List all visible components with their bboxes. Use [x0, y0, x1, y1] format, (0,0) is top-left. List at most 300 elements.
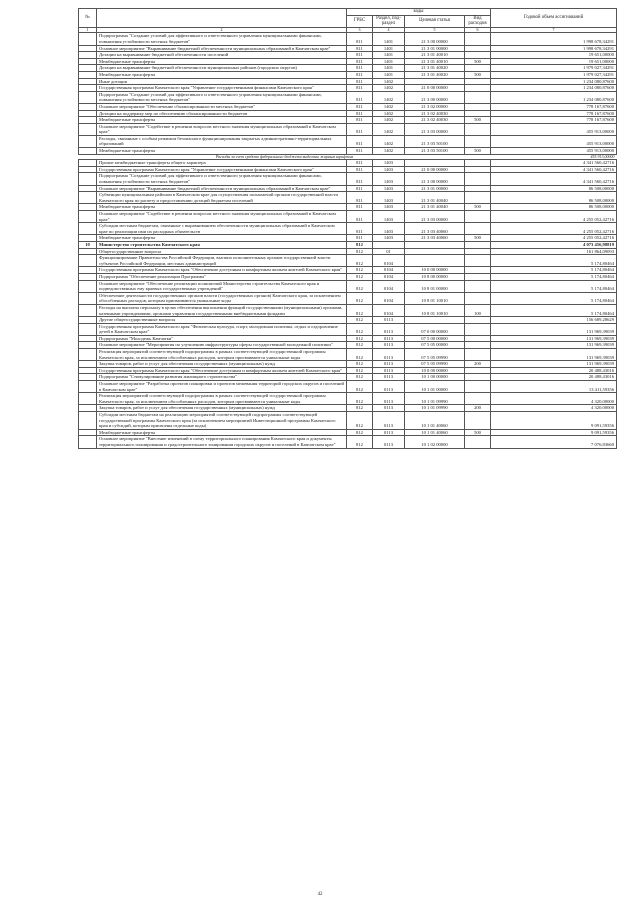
row-amount: 131 969,39039	[491, 349, 617, 361]
row-grbs: 811	[347, 78, 373, 85]
budget-table	[78, 8, 617, 449]
row-number	[79, 429, 97, 436]
table-row	[79, 123, 617, 135]
col-exptype-header: Вид расходов	[465, 15, 491, 27]
table-row	[79, 393, 617, 405]
row-exp-type	[465, 374, 491, 381]
row-grbs: 812	[347, 436, 373, 448]
row-number	[79, 267, 97, 274]
row-number	[79, 304, 97, 316]
row-amount: 19 651,00000	[491, 58, 617, 65]
row-amount: 131 969,39039	[491, 323, 617, 335]
row-grbs: 812	[347, 349, 373, 361]
row-exp-type	[465, 267, 491, 274]
row-section: 1403	[373, 223, 405, 235]
row-exp-type	[465, 292, 491, 304]
row-amount: 5 174,80464	[491, 255, 617, 267]
table-row	[79, 58, 617, 65]
row-name: Расходы, связанные с особым режимом безопасного функционирования закрытых административно-территориальных образований	[97, 135, 347, 147]
row-name: Общегосударственные вопросы	[97, 248, 347, 255]
row-grbs: 812	[347, 280, 373, 292]
row-number	[79, 223, 97, 235]
row-amount: 1 998 678,34291	[491, 45, 617, 52]
row-target	[405, 255, 465, 267]
row-exp-type: 500	[465, 204, 491, 211]
row-grbs: 811	[347, 110, 373, 117]
row-name: Закупка товаров, работ и услуг для обеспечения государственных (муниципальных) нужд	[97, 405, 347, 412]
row-section: 0113	[373, 393, 405, 405]
row-number	[79, 393, 97, 405]
row-exp-type	[465, 91, 491, 103]
row-exp-type: 200	[465, 361, 491, 368]
row-amount: 1 998 678,34291	[491, 33, 617, 45]
row-amount: 1 979 027,34291	[491, 65, 617, 72]
row-section: 0113	[373, 361, 405, 368]
row-name: Основное мероприятие "Обеспечение реализации полномочий Министерства строительства Камчатского края и подведомственных ему краевых государственных учреждений"	[97, 280, 347, 292]
table-row	[79, 267, 617, 274]
row-exp-type	[465, 173, 491, 185]
row-target: 21 3 02 40030	[405, 110, 465, 117]
row-grbs: 812	[347, 367, 373, 374]
table-row	[79, 412, 617, 430]
row-amount: 20 488,43016	[491, 367, 617, 374]
row-target: 21 3 01 00000	[405, 185, 465, 192]
row-amount: 4 073 456,98819	[491, 241, 617, 248]
row-section: 0113	[373, 342, 405, 349]
row-exp-type: 200	[465, 405, 491, 412]
row-target: 21 3 03 00000	[405, 211, 465, 223]
row-exp-type	[465, 241, 491, 248]
row-section: 1402	[373, 78, 405, 85]
row-exp-type	[465, 166, 491, 173]
row-grbs: 812	[347, 342, 373, 349]
row-amount: 455 913,00000	[491, 123, 617, 135]
row-amount: 131 969,39039	[491, 335, 617, 342]
row-section: 1403	[373, 192, 405, 204]
row-target: 10 1 01 40060	[405, 412, 465, 430]
row-number	[79, 317, 97, 324]
row-name: Закупка товаров, работ и услуг для обеспечения государственных (муниципальных) нужд	[97, 361, 347, 368]
col-number-label: 3	[347, 27, 373, 33]
row-amount: 4 255 052,42716	[491, 235, 617, 242]
row-name: Основное мероприятие "Внесение изменений в схему территориального планирования Камчатского края и документы территориального планирования и градостроительного зонирования городских округов и поселений в Камчатском крае"	[97, 436, 347, 448]
row-amount: 131 969,39039	[491, 342, 617, 349]
row-number	[79, 405, 97, 412]
row-exp-type: 500	[465, 429, 491, 436]
row-grbs: 811	[347, 173, 373, 185]
row-name: Государственная программа Камчатского края "Обеспечение доступным и комфортным жильем жителей Камчатского края"	[97, 367, 347, 374]
table-row	[79, 280, 617, 292]
row-name: Субвенции муниципальным районам в Камчатском крае для осуществления полномочий органов государственной власти Камчатского края по расчету и предоставлению дотаций бюджетам поселений	[97, 192, 347, 204]
row-name: Государственная программа Камчатского края "Управление государственными финансами Камчатского края"	[97, 85, 347, 92]
row-grbs: 811	[347, 85, 373, 92]
col-section-header: Раздел, под-раздел	[373, 15, 405, 27]
col-target-header: Целевая статья	[405, 15, 465, 27]
row-section: 0104	[373, 292, 405, 304]
table-row	[79, 349, 617, 361]
row-target: 21 3 03 40060	[405, 223, 465, 235]
row-number	[79, 71, 97, 78]
table-row	[79, 405, 617, 412]
row-section: 0113	[373, 367, 405, 374]
row-section: 1401	[373, 52, 405, 59]
row-exp-type	[465, 349, 491, 361]
row-exp-type	[465, 280, 491, 292]
row-grbs: 812	[347, 405, 373, 412]
row-number	[79, 361, 97, 368]
row-target: 10 8 01 10010	[405, 304, 465, 316]
row-amount: 4 341 560,42716	[491, 173, 617, 185]
row-target: 21 3 02 00000	[405, 103, 465, 110]
row-amount: 86 508,00000	[491, 192, 617, 204]
col-number-label: 4	[373, 27, 405, 33]
table-row	[79, 71, 617, 78]
row-section: 1402	[373, 148, 405, 155]
table-row	[79, 78, 617, 85]
col-name-header	[97, 9, 347, 28]
row-amount: 455 913,00000	[491, 135, 617, 147]
row-number	[79, 273, 97, 280]
row-exp-type	[465, 192, 491, 204]
row-target: 10 0 00 00000	[405, 367, 465, 374]
row-section: 1402	[373, 117, 405, 124]
row-exp-type	[465, 255, 491, 267]
row-amount: 19 651,00000	[491, 52, 617, 59]
table-row	[79, 381, 617, 393]
row-name: Функционирование Правительства Российской Федерации, высших исполнительных органов государственной власти субъектов Российской Федерации, местных администраций	[97, 255, 347, 267]
row-target: 21 3 01 40020	[405, 71, 465, 78]
row-number	[79, 45, 97, 52]
row-number	[79, 342, 97, 349]
row-grbs: 812	[347, 361, 373, 368]
row-amount: 86 508,00000	[491, 204, 617, 211]
row-section: 0113	[373, 323, 405, 335]
row-name: Субсидии местным бюджетам на реализацию мероприятий соответствующей подпрограммы соответствующей государственной программы Камчатского края (за исключением мероприятий Инвестиционной программы Камчатского края и субсидий, которым присвоены отдельные коды)	[97, 412, 347, 430]
row-target: 21 3 03 00000	[405, 123, 465, 135]
row-target	[405, 241, 465, 248]
row-amount: 455 913,00000	[491, 148, 617, 155]
row-name: Государственная программа Камчатского края "Физическая культура, спорт, молодежная политика, отдых и оздоровление детей в Камчатском крае"	[97, 323, 347, 335]
row-exp-type	[465, 65, 491, 72]
col-grbs-header: ГРБС	[347, 15, 373, 27]
row-grbs: 812	[347, 381, 373, 393]
row-section: 1403	[373, 211, 405, 223]
row-exp-type: 500	[465, 58, 491, 65]
table-row	[79, 361, 617, 368]
table-row	[79, 45, 617, 52]
row-target: 07 5 05 00000	[405, 342, 465, 349]
table-row	[79, 429, 617, 436]
row-grbs: 812	[347, 412, 373, 430]
row-section: 0104	[373, 304, 405, 316]
row-number	[79, 412, 97, 430]
row-target: 21 3 00 00000	[405, 33, 465, 45]
row-target: 21 3 00 00000	[405, 91, 465, 103]
row-name: Основное мероприятие "Мероприятия по улучшению инфраструктуры сферы государственной молодежной политики"	[97, 342, 347, 349]
row-section: 0104	[373, 267, 405, 274]
row-exp-type	[465, 33, 491, 45]
row-number	[79, 135, 97, 147]
row-name: Обеспечение деятельности государственных органов власти (государственных органов) Камчатского края, за исключением обособленных расходов, которым присваиваются уникальные коды	[97, 292, 347, 304]
row-target: 21 3 01 40040	[405, 192, 465, 204]
table-row	[79, 367, 617, 374]
table-row	[79, 255, 617, 267]
row-amount: 131 969,39039	[491, 361, 617, 368]
row-number	[79, 280, 97, 292]
table-row	[79, 103, 617, 110]
table-row	[79, 185, 617, 192]
row-section: 1403	[373, 173, 405, 185]
row-exp-type	[465, 78, 491, 85]
table-row	[79, 241, 617, 248]
budget-table-sheet	[78, 8, 616, 449]
row-target: 10 1 01 40060	[405, 429, 465, 436]
row-exp-type	[465, 103, 491, 110]
table-row	[79, 317, 617, 324]
row-section: 1401	[373, 71, 405, 78]
table-row	[79, 204, 617, 211]
row-amount: 4 341 560,42716	[491, 160, 617, 167]
row-section: 0113	[373, 436, 405, 448]
table-row	[79, 85, 617, 92]
row-number	[79, 235, 97, 242]
row-name: Межбюджетные трансферты	[97, 71, 347, 78]
row-grbs: 811	[347, 58, 373, 65]
row-grbs: 811	[347, 160, 373, 167]
row-number	[79, 52, 97, 59]
row-number	[79, 211, 97, 223]
row-target	[405, 317, 465, 324]
row-name: Прочие межбюджетные трансферты общего характера	[97, 160, 347, 167]
row-name: Межбюджетные трансферты	[97, 58, 347, 65]
row-amount: 778 167,87600	[491, 110, 617, 117]
row-section: 0113	[373, 317, 405, 324]
row-number	[79, 381, 97, 393]
row-target: 21 0 00 00000	[405, 85, 465, 92]
row-name: Межбюджетные трансферты	[97, 148, 347, 155]
table-row	[79, 52, 617, 59]
row-number	[79, 91, 97, 103]
row-name: Подпрограмма "Стимулирование развития жилищного строительства"	[97, 374, 347, 381]
row-exp-type	[465, 317, 491, 324]
row-name: Основное мероприятие "Содействие в решении вопросов местного значения муниципальных образований в Камчатском крае"	[97, 123, 347, 135]
row-name: Основное мероприятие "Выравнивание бюджетной обеспеченности муниципальных образований в Камчатском крае"	[97, 185, 347, 192]
table-body	[79, 33, 617, 448]
row-name: Государственная программа Камчатского края "Обеспечение доступным и комфортным жильем жителей Камчатского края"	[97, 267, 347, 274]
row-grbs: 812	[347, 335, 373, 342]
row-name: Дотации на поддержку мер по обеспечению сбалансированности бюджетов	[97, 110, 347, 117]
row-exp-type	[465, 342, 491, 349]
row-number	[79, 58, 97, 65]
row-grbs: 811	[347, 71, 373, 78]
row-target: 07 5 05 09990	[405, 349, 465, 361]
col-number-header: №	[79, 9, 97, 28]
row-target: 10 1 00 00000	[405, 374, 465, 381]
row-grbs: 812	[347, 304, 373, 316]
row-amount: 4 320,00000	[491, 405, 617, 412]
row-name: Подпрограмма "Создание условий для эффективного и ответственного управления муниципальными финансами, повышения устойчивости местных бюджетов"	[97, 91, 347, 103]
table-row	[79, 192, 617, 204]
row-exp-type	[465, 393, 491, 405]
row-exp-type	[465, 135, 491, 147]
row-section: 1402	[373, 135, 405, 147]
row-name: Подпрограмма "Обеспечение реализации Программы"	[97, 273, 347, 280]
row-target: 21 3 01 00000	[405, 45, 465, 52]
row-exp-type	[465, 335, 491, 342]
row-grbs: 811	[347, 204, 373, 211]
row-section: 0113	[373, 374, 405, 381]
table-row	[79, 292, 617, 304]
row-target: 21 3 03 40060	[405, 235, 465, 242]
row-name: Подпрограмма "Молодежь Камчатки"	[97, 335, 347, 342]
row-exp-type	[465, 367, 491, 374]
row-number	[79, 185, 97, 192]
row-target: 21 3 03 50100	[405, 135, 465, 147]
note-amount: 455 913,00000	[590, 153, 615, 159]
row-amount: 5 174,80464	[491, 273, 617, 280]
row-exp-type	[465, 160, 491, 167]
table-row	[79, 323, 617, 335]
row-target: 10 1 01 09990	[405, 393, 465, 405]
row-exp-type	[465, 85, 491, 92]
row-number	[79, 160, 97, 167]
row-number	[79, 148, 97, 155]
row-grbs: 811	[347, 91, 373, 103]
row-section: 0104	[373, 255, 405, 267]
row-target: 21 0 00 00000	[405, 166, 465, 173]
row-number	[79, 192, 97, 204]
row-section: 1403	[373, 160, 405, 167]
col-number-label: 7	[491, 27, 617, 33]
row-amount: 13 411,59356	[491, 381, 617, 393]
row-exp-type	[465, 123, 491, 135]
row-section: 01	[373, 248, 405, 255]
row-amount: 5 174,80464	[491, 267, 617, 274]
row-name: Межбюджетные трансферты	[97, 235, 347, 242]
col-number-label: 5	[405, 27, 465, 33]
row-grbs: 811	[347, 45, 373, 52]
row-name: Основное мероприятие "Содействие в решении вопросов местного значения муниципальных образований в Камчатском крае"	[97, 211, 347, 223]
row-amount: 9 091,59356	[491, 412, 617, 430]
row-target: 10 1 02 00000	[405, 436, 465, 448]
row-target: 07 5 00 00000	[405, 335, 465, 342]
row-name: Иные дотации	[97, 78, 347, 85]
row-name: Межбюджетные трансферты	[97, 204, 347, 211]
row-name: Министерство строительства Камчатского края	[97, 241, 347, 248]
table-row	[79, 235, 617, 242]
row-amount: 1 979 027,34291	[491, 71, 617, 78]
row-section: 1401	[373, 58, 405, 65]
row-name: Межбюджетные трансферты	[97, 429, 347, 436]
page-number: 42	[317, 892, 323, 897]
row-exp-type	[465, 273, 491, 280]
row-name: Подпрограмма "Создание условий для эффективного и ответственного управления муниципальными финансами, повышения устойчивости местных бюджетов"	[97, 173, 347, 185]
row-grbs: 811	[347, 192, 373, 204]
row-amount: 156 689,28629	[491, 317, 617, 324]
row-grbs: 812	[347, 255, 373, 267]
row-amount: 86 508,00000	[491, 185, 617, 192]
row-target: 21 3 02 40030	[405, 117, 465, 124]
table-row	[79, 374, 617, 381]
row-grbs: 812	[347, 248, 373, 255]
row-section: 1402	[373, 91, 405, 103]
row-grbs: 811	[347, 52, 373, 59]
row-amount: 1 234 080,87600	[491, 78, 617, 85]
row-section: 1402	[373, 110, 405, 117]
row-name: Межбюджетные трансферты	[97, 117, 347, 124]
row-exp-type: 500	[465, 71, 491, 78]
row-number	[79, 103, 97, 110]
row-grbs: 811	[347, 103, 373, 110]
table-row	[79, 436, 617, 448]
row-number	[79, 335, 97, 342]
row-grbs: 811	[347, 65, 373, 72]
row-target: 10 1 01 09990	[405, 405, 465, 412]
row-target: 21 3 01 40010	[405, 52, 465, 59]
row-target: 10 1 01 00000	[405, 381, 465, 393]
row-number	[79, 123, 97, 135]
row-target: 10 8 00 00000	[405, 273, 465, 280]
row-number	[79, 78, 97, 85]
table-row	[79, 248, 617, 255]
row-amount: 5 174,80464	[491, 280, 617, 292]
row-section: 1402	[373, 85, 405, 92]
row-name: Субсидии местным бюджетам, связанные с выравниванием обеспеченности муниципальных образований в Камчатском крае по реализации ими их расходных обязательств	[97, 223, 347, 235]
row-exp-type	[465, 185, 491, 192]
table-row	[79, 117, 617, 124]
row-grbs: 812	[347, 429, 373, 436]
row-section: 0113	[373, 349, 405, 361]
row-number	[79, 117, 97, 124]
row-name: Основное мероприятие "Обеспечение сбалансированности местных бюджетов"	[97, 103, 347, 110]
row-name: Другие общегосударственные вопросы	[97, 317, 347, 324]
col-number-label: 1	[79, 27, 97, 33]
row-number	[79, 436, 97, 448]
row-name: Основное мероприятие "Разработка проектов планировки и проектов межевания территорий городских округов и поселений в Камчатском крае"	[97, 381, 347, 393]
col-number-label: 2	[97, 27, 347, 33]
row-number: 10	[79, 241, 97, 248]
row-target: 21 3 00 00000	[405, 173, 465, 185]
row-exp-type	[465, 436, 491, 448]
row-number	[79, 248, 97, 255]
row-name: Расходы на выплаты персоналу в целях обеспечения выполнения функций государственными (муниципальными) органами, казенными учреждениями, органами управления государственными внебюджетными фондами	[97, 304, 347, 316]
row-name: Дотации на выравнивание бюджетной обеспеченности муниципальных районов (городских округов)	[97, 65, 347, 72]
row-number	[79, 349, 97, 361]
row-exp-type	[465, 52, 491, 59]
row-section: 1401	[373, 65, 405, 72]
row-section: 0104	[373, 273, 405, 280]
row-section: 1402	[373, 103, 405, 110]
row-name: Основное мероприятие "Выравнивание бюджетной обеспеченности муниципальных образований в Камчатском крае"	[97, 45, 347, 52]
row-amount: 1 234 080,87600	[491, 85, 617, 92]
row-target: 10 8 01 00000	[405, 280, 465, 292]
row-name: Реализация мероприятий соответствующей подпрограммы в рамках соответствующей государственной программы Камчатского края, за исключением обособленных расходов, которым присваиваются уникальные коды	[97, 393, 347, 405]
row-grbs: 811	[347, 211, 373, 223]
row-target: 10 0 00 00000	[405, 267, 465, 274]
row-exp-type	[465, 110, 491, 117]
row-amount: 4 255 052,42716	[491, 211, 617, 223]
table-row	[79, 273, 617, 280]
row-grbs: 811	[347, 185, 373, 192]
row-grbs: 811	[347, 135, 373, 147]
row-number	[79, 110, 97, 117]
row-amount: 5 174,80464	[491, 292, 617, 304]
row-exp-type: 100	[465, 304, 491, 316]
row-amount: 4 320,00000	[491, 393, 617, 405]
row-target: 21 3 01 40040	[405, 204, 465, 211]
row-number	[79, 323, 97, 335]
row-number	[79, 33, 97, 45]
